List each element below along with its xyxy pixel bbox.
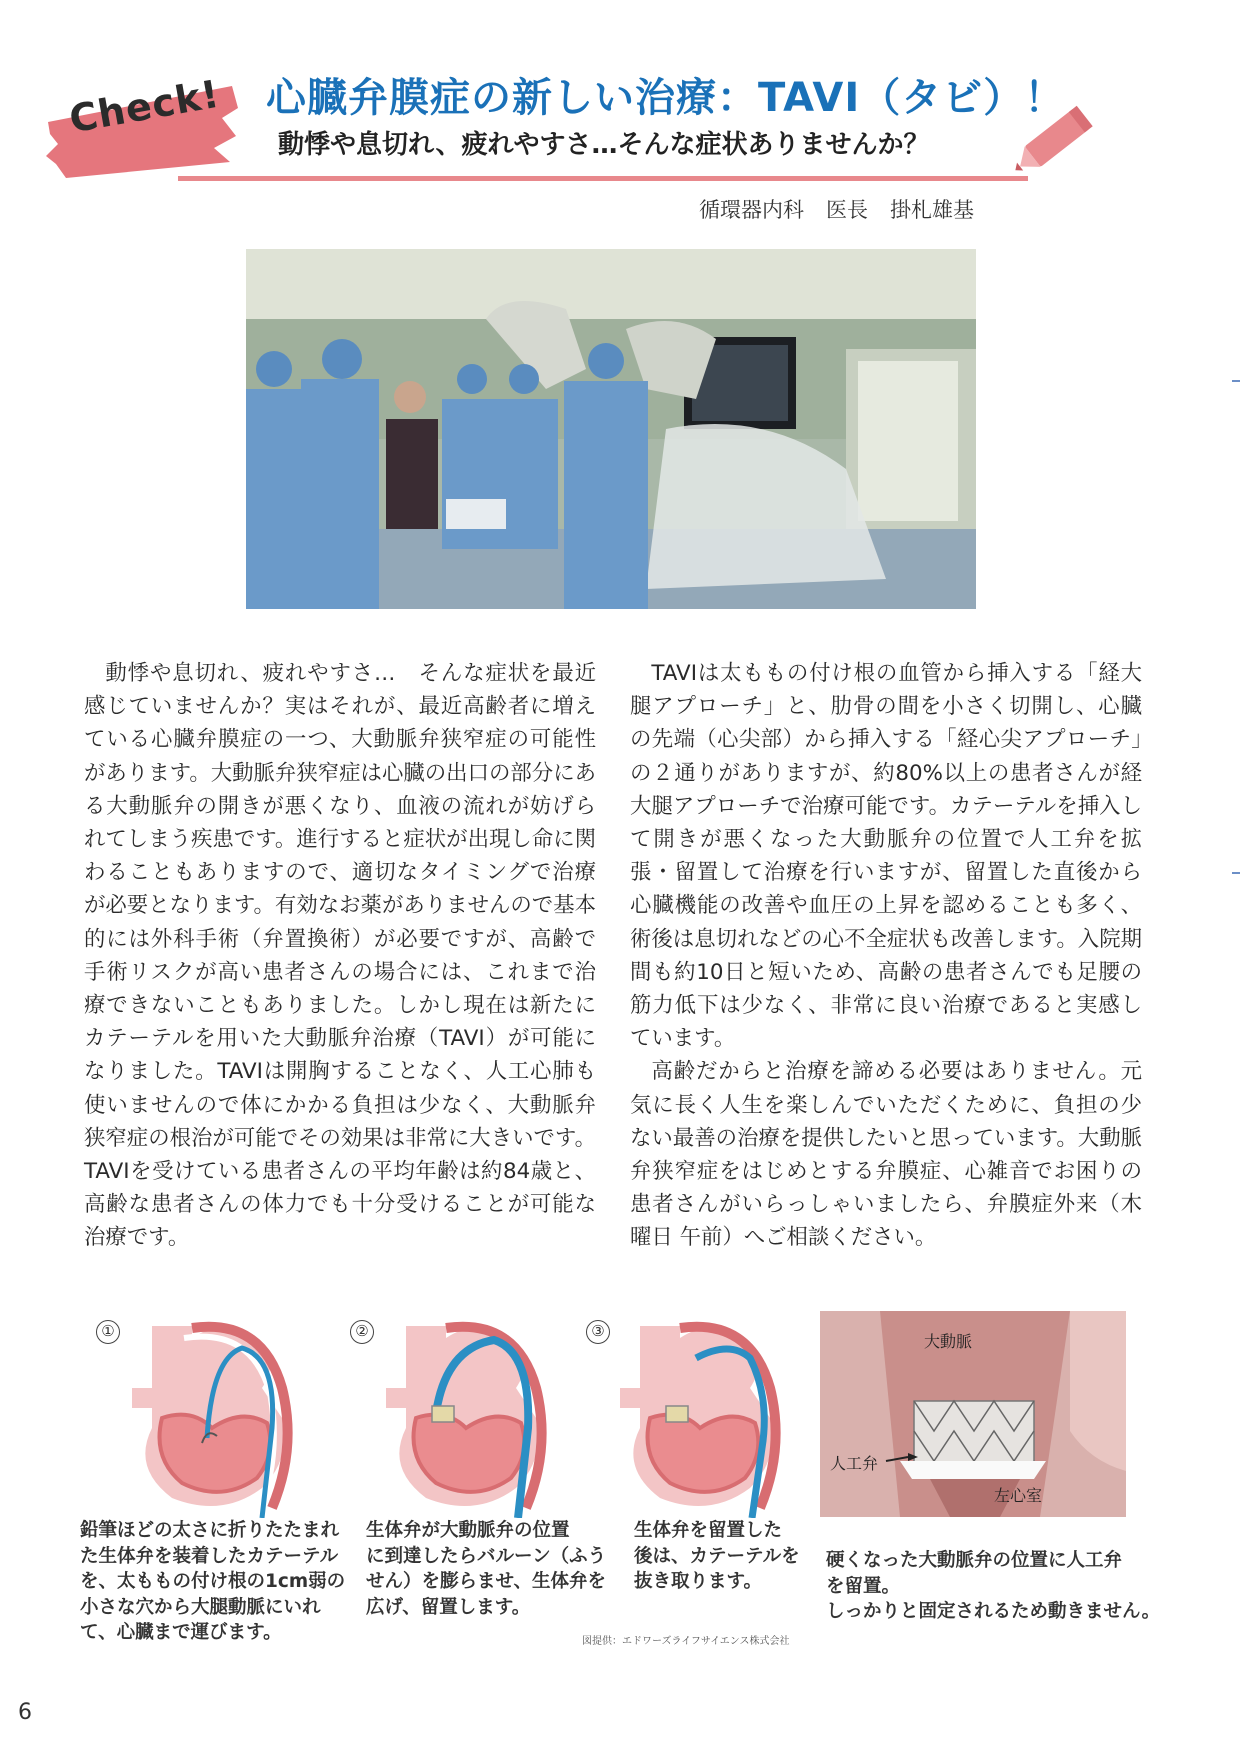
- heart-diagram-step-1: [112, 1318, 312, 1518]
- body-paragraph: TAVIは太ももの付け根の血管から挿入する「経大腿アプローチ」と、肋骨の間を小さく切開し、心臓の先端（心尖部）から挿入する「経心尖アプローチ」の２通りがありますが、約80%以上の患者さんが経大腿アプローチで治療可能です。カテーテルを挿入して開きが悪くなった大動脈弁の位置で人工弁を拡張・留置して治療を行いますが、留置した直後から心臓機能の改善や血圧の上昇を認めることも多く、術後は息切れなどの心不全症状も改善します。入院期間も約10日と短いため、高齢の患者さんでも足腰の筋力低下は少なく、非常に良い治療であると実感しています。: [630, 661, 1142, 1052]
- figure-caption-2: 生体弁が大動脈弁の位置 に到達したらバルーン（ふう せん）を膨らませ、生体弁を 広げ、留置します。: [366, 1520, 607, 1618]
- artificial-valve-illustration: [820, 1311, 1126, 1517]
- artificial-valve-photo: [820, 1311, 1126, 1517]
- title-underline: [178, 176, 1028, 181]
- page-number: 6: [18, 1700, 32, 1725]
- body-paragraph: 高齢だからと治療を諦める必要はありません。元気に長く人生を楽しんでいただくために、負担の少ない最善の治療を提供したいと思っています。大動脈弁狭窄症をはじめとする弁膜症、心雑音でお困りの患者さんがいらっしゃいましたら、弁膜症外来（木曜日 午前）へご相談ください。: [630, 1059, 1142, 1251]
- highlighter-pen-icon: [1006, 96, 1106, 186]
- edge-mark: [1232, 380, 1240, 382]
- author-line: [699, 194, 974, 224]
- figure-number-3: ③: [586, 1320, 610, 1344]
- valve-label-ventricle: 左心室: [994, 1486, 1043, 1505]
- heart-diagram-step-2: [366, 1318, 566, 1518]
- operating-room-illustration: [246, 249, 976, 609]
- valve-caption: 硬くなった大動脈弁の位置に人工弁 を留置。 しっかりと固定されるため動きません。: [826, 1550, 1161, 1622]
- body-left-column: [84, 657, 596, 1255]
- valve-label-artificial: 人工弁: [830, 1454, 879, 1473]
- author-position: 医長: [826, 198, 868, 222]
- author-name: 掛札雄基: [890, 198, 974, 222]
- figure-caption-1: 鉛筆ほどの太さに折りたたまれ た生体弁を装着したカテーテル を、太ももの付け根の1cm弱の 小さな穴から大腿動脈にいれ て、心臓まで運びます。: [80, 1520, 346, 1643]
- author-department: 循環器内科: [699, 198, 804, 222]
- edge-mark: [1232, 872, 1240, 874]
- figure-credit: 図提供：エドワーズライフサイエンス株式会社: [582, 1636, 790, 1647]
- figure-number-2: ②: [350, 1320, 374, 1344]
- valve-label-aorta: 大動脈: [924, 1332, 973, 1351]
- check-badge-label: Check!: [66, 71, 224, 142]
- figure-number-1: ①: [96, 1320, 120, 1344]
- page-subtitle: 動悸や息切れ、疲れやすさ…そんな症状ありませんか？: [278, 130, 930, 160]
- page-title: 心臓弁膜症の新しい治療：TAVI（タビ）！: [266, 75, 1066, 121]
- body-paragraph: 動悸や息切れ、疲れやすさ… そんな症状を最近感じていませんか？実はそれが、最近高齢者に増えている心臓弁膜症の一つ、大動脈弁狭窄症の可能性があります。大動脈弁狭窄症は心臓の出口の部分にある大動脈弁の開きが悪くなり、血液の流れが妨げられてしまう疾患です。進行すると症状が出現し命に関わることもありますので、適切なタイミングで治療が必要となります。有効なお薬がありませんので基本的には外科手術（弁置換術）が必要ですが、高齢で手術リスクが高い患者さんの場合には、これまで治療できないこともありました。しかし現在は新たにカテーテルを用いた大動脈弁治療（TAVI）が可能になりました。TAVIは開胸することなく、人工心肺も使いませんので体にかかる負担は少なく、大動脈弁狭窄症の根治が可能でその効果は非常に大きいです。TAVIを受けている患者さんの平均年齢は約84歳と、高齢な患者さんの体力でも十分受けることが可能な治療です。: [84, 661, 596, 1251]
- operating-room-photo: [246, 249, 976, 609]
- figure-caption-3: 生体弁を留置した 後は、カテーテルを 抜き取ります。: [634, 1520, 800, 1592]
- heart-diagram-step-3: [600, 1318, 800, 1518]
- body-right-column: [630, 657, 1142, 1255]
